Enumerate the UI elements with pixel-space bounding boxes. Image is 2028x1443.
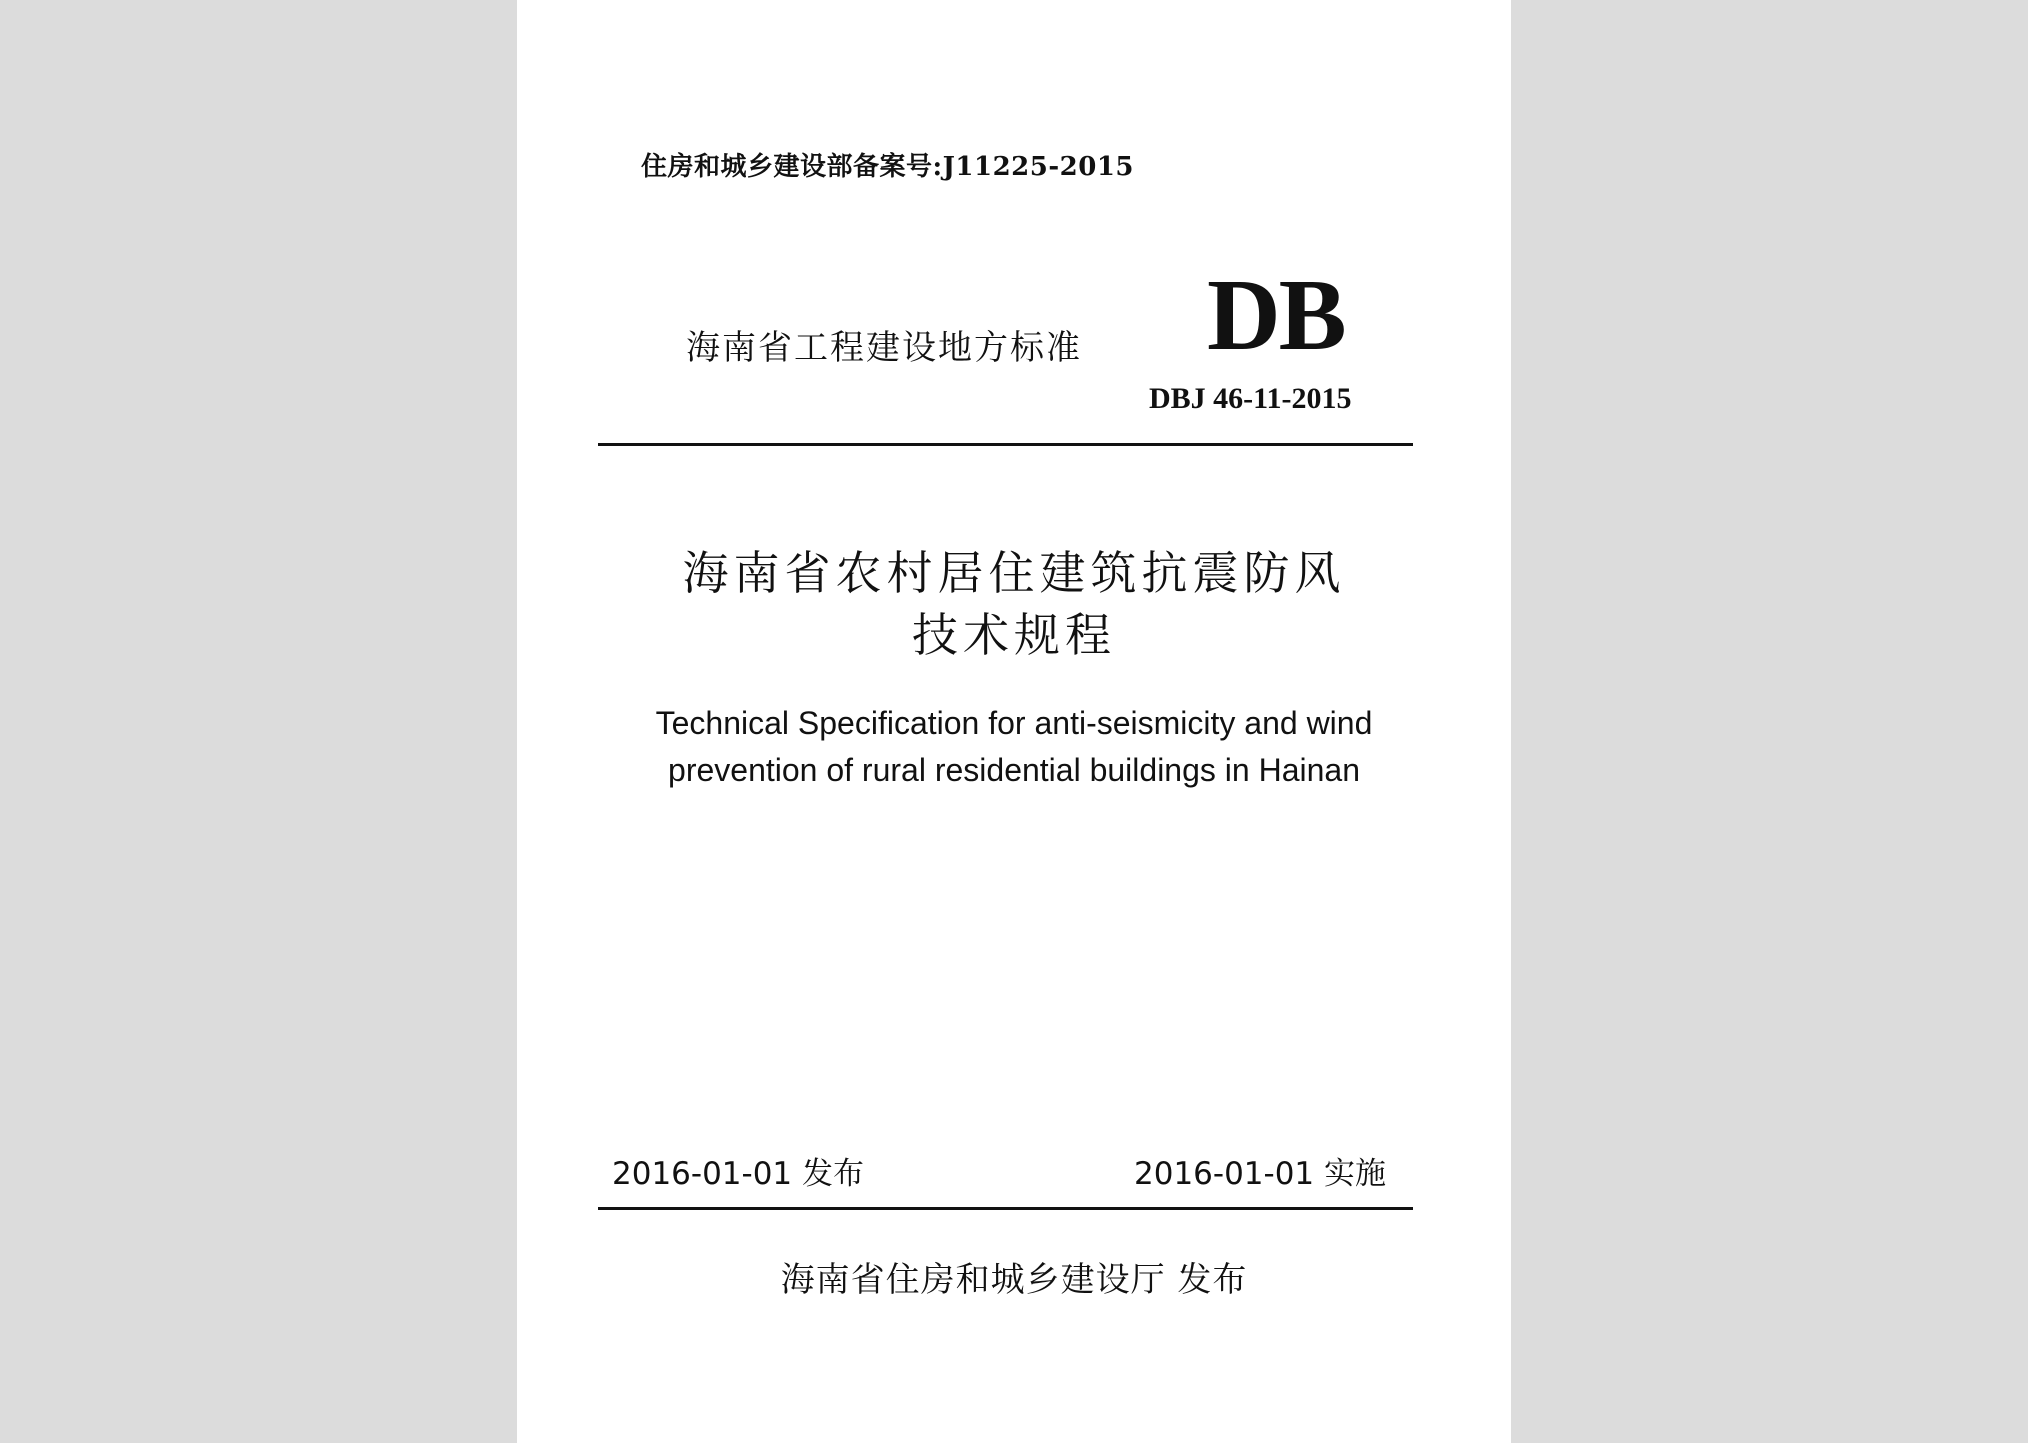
publisher: 海南省住房和城乡建设厅 发布 <box>780 1260 1248 1300</box>
chinese-title-line-2: 技术规程 <box>912 608 1116 662</box>
effective-date: 2016-01-01 实施 <box>1134 1156 1387 1192</box>
chinese-title <box>517 542 1511 666</box>
bottom-divider <box>598 1207 1413 1210</box>
english-title <box>517 700 1511 794</box>
issue-date: 2016-01-01 发布 <box>612 1156 865 1192</box>
top-divider <box>598 443 1413 446</box>
db-logo: DB <box>1207 259 1345 372</box>
english-title-line-2: prevention of rural residential buildings in Hainan <box>668 752 1360 788</box>
chinese-title-line-1: 海南省农村居住建筑抗震防风 <box>682 546 1346 600</box>
english-title-line-1: Technical Specification for anti-seismicity and wind <box>655 705 1373 741</box>
standard-code: DBJ 46-11-2015 <box>1149 382 1352 415</box>
registration-number: 住房和城乡建设部备案号:J11225-2015 <box>641 152 1135 182</box>
document-page <box>517 0 1511 1443</box>
standard-category: 海南省工程建设地方标准 <box>686 328 1082 368</box>
